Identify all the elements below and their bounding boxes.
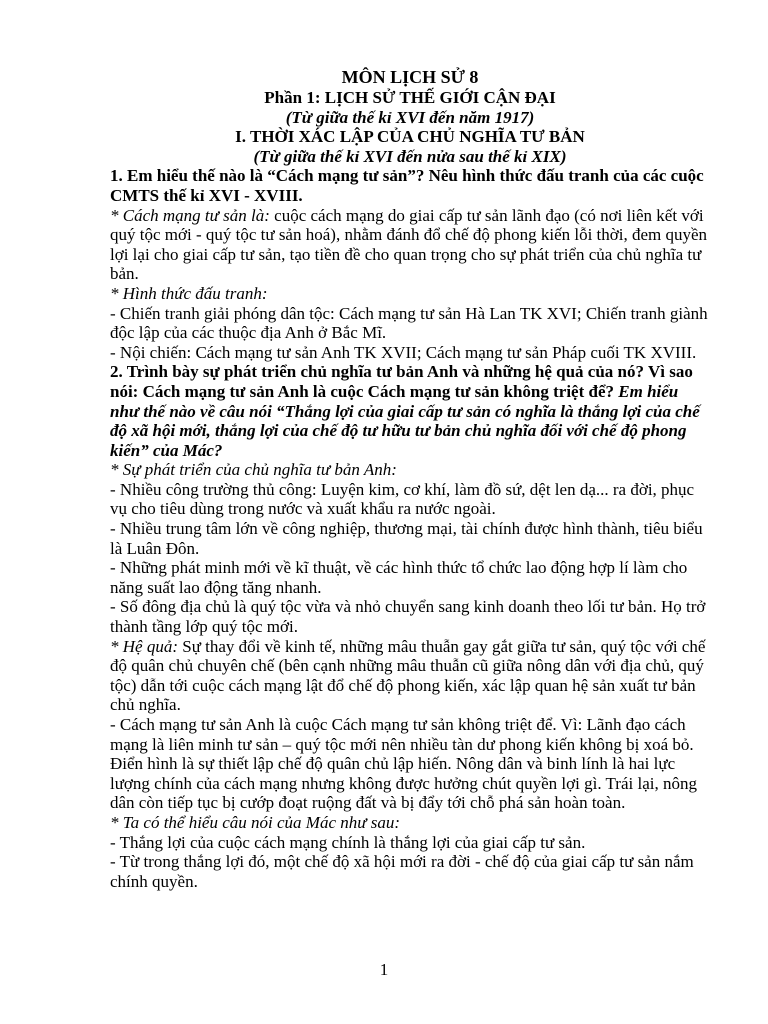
question-1: 1. Em hiểu thế nào là “Cách mạng tư sản”? Nêu hình thức đấu tranh của các cuộc CMTS thế kỉ XVI - XVIII. bbox=[110, 166, 704, 205]
development-item: - Số đông địa chủ là quý tộc vừa và nhỏ chuyển sang kinh doanh theo lối tư bản. Họ trở thành tầng lớp quý tộc mới. bbox=[110, 597, 706, 637]
definition-text: cuộc cách mạng do giai cấp tư sản lãnh đạo (có nơi liên kết với quý tộc mới - quý tộc tư sản hoá), nhằm đánh đổ chế độ phong kiến lỗi thời, đem quyền lợi lại cho giai cấp tư sản, tạo tiền đề cho quan trọng cho sự phát triển của chủ nghĩa tư bản. bbox=[110, 205, 708, 284]
forms-item: - Chiến tranh giải phóng dân tộc: Cách mạng tư sản Hà Lan TK XVI; Chiến tranh giành độc lập của các thuộc địa Anh ở Bắc Mĩ. bbox=[110, 303, 708, 343]
development-item: - Nhiều trung tâm lớn về công nghiệp, thương mại, tài chính được hình thành, tiêu biểu là Luân Đôn. bbox=[110, 519, 703, 558]
forms-label: * Hình thức đấu tranh: bbox=[110, 283, 268, 303]
chapter-title: I. THỜI XÁC LẬP CỦA CHỦ NGHĨA TƯ BẢN bbox=[235, 127, 585, 147]
forms-item: - Nội chiến: Cách mạng tư sản Anh TK XVII; Cách mạng tư sản Pháp cuối TK XVIII. bbox=[110, 342, 697, 362]
definition-label: * Cách mạng tư sản là: bbox=[110, 205, 270, 225]
subject-title: MÔN LỊCH SỬ 8 bbox=[341, 67, 479, 87]
marx-item: - Từ trong thắng lợi đó, một chế độ xã hội mới ra đời - chế độ của giai cấp tư sản nắm chính quyền. bbox=[110, 852, 694, 891]
marx-item: - Thắng lợi của cuộc cách mạng chính là thắng lợi của giai cấp tư sản. bbox=[110, 832, 586, 852]
part-title: Phần 1: LỊCH SỬ THẾ GIỚI CẬN ĐẠI bbox=[264, 88, 556, 107]
document-page bbox=[110, 66, 710, 891]
chapter-period: (Từ giữa thế kỉ XVI đến nửa sau thế kỉ XIX) bbox=[253, 146, 567, 166]
result-label: * Hệ quả: bbox=[110, 636, 178, 656]
question-2-bold: 2. Trình bày sự phát triển chủ nghĩa tư bản Anh và những hệ quả của nó? Vì sao nói: Cách mạng tư sản Anh là cuộc Cách mạng tư sản không triệt để? bbox=[110, 362, 693, 401]
result-paragraph bbox=[110, 637, 710, 715]
development-item: - Nhiều công trường thủ công: Luyện kim, cơ khí, làm đồ sứ, dệt len dạ... ra đời, phục vụ cho tiêu dùng trong nước và xuất khẩu ra nước ngoài. bbox=[110, 479, 695, 519]
development-label: * Sự phát triển của chủ nghĩa tư bản Anh: bbox=[110, 460, 397, 480]
question-2 bbox=[110, 362, 710, 460]
part-period: (Từ giữa thế kỉ XVI đến năm 1917) bbox=[285, 107, 535, 127]
incomplete-revolution-paragraph: - Cách mạng tư sản Anh là cuộc Cách mạng tư sản không triệt để. Vì: Lãnh đạo cách mạng là liên minh tư sản – quý tộc mới nên nhiều tàn dư phong kiến không bị xoá bỏ. Điển hình là sự thiết lập chế độ quân chủ lập hiến. Nông dân và binh lính là hai lực lượng chính của cách mạng nhưng không được hưởng chút quyền lợi gì. Trái lại, nông dân còn tiếp tục bị cướp đoạt ruộng đất và bị đẩy tới chỗ phá sản hoàn toàn. bbox=[110, 715, 697, 813]
marx-label: * Ta có thể hiểu câu nói của Mác như sau: bbox=[110, 812, 401, 832]
page-number: 1 bbox=[379, 960, 389, 979]
question-2-bold-italic: Em hiểu như thế nào về câu nói “Thắng lợi của giai cấp tư sản có nghĩa là thắng lợi của chế độ xã hội mới, thắng lợi của chế độ tư hữu tư bản chủ nghĩa đối với chế độ phong kiến” của Mác? bbox=[110, 381, 700, 460]
definition-paragraph bbox=[110, 206, 710, 284]
development-item: - Những phát minh mới về kĩ thuật, về các hình thức tổ chức lao động hợp lí làm cho năng suất lao động tăng nhanh. bbox=[110, 558, 688, 597]
result-text: Sự thay đổi về kinh tế, những mâu thuẫn gay gắt giữa tư sản, quý tộc với chế độ quân chủ chuyên chế (bên cạnh những mâu thuẫn cũ giữa nông dân với địa chủ, quý tộc) dẫn tới cuộc cách mạng lật đổ chế độ phong kiến, xác lập quan hệ sản xuất tư bản chủ nghĩa. bbox=[110, 636, 706, 715]
